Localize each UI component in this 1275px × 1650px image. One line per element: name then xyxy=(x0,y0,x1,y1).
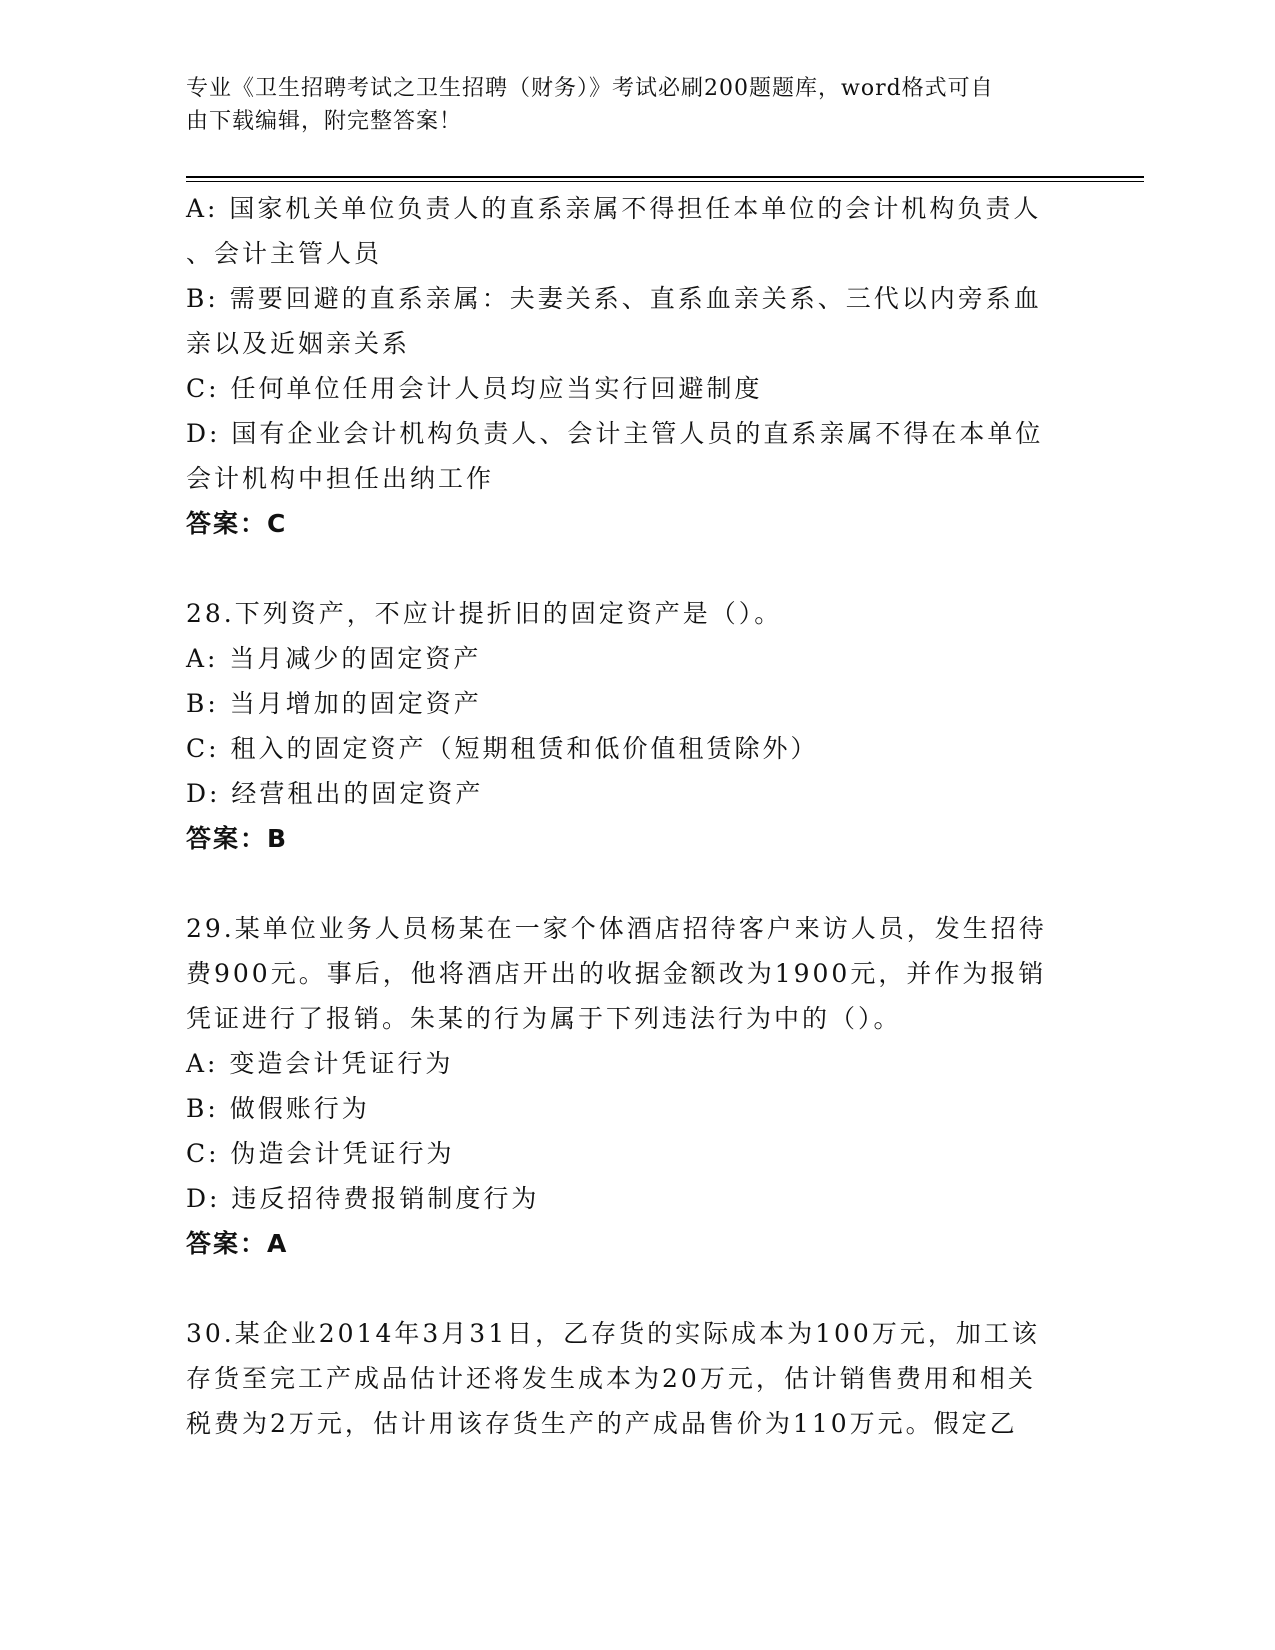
question-stem-line-1: 29.某单位业务人员杨某在一家个体酒店招待客户来访人员，发生招待 xyxy=(186,914,1047,943)
answer: 答案：A xyxy=(186,1229,289,1258)
option-a-line-1: A: 国家机关单位负责人的直系亲属不得担任本单位的会计机构负责人 xyxy=(186,194,1042,223)
question-stem: 28.下列资产，不应计提折旧的固定资产是（）。 xyxy=(186,599,783,628)
question-stem-line-3: 税费为2万元，估计用该存货生产的产成品售价为110万元。假定乙 xyxy=(186,1409,1018,1438)
option-b-line-1: B: 需要回避的直系亲属：夫妻关系、直系血亲关系、三代以内旁系血 xyxy=(186,284,1042,313)
option-c: C: 伪造会计凭证行为 xyxy=(186,1139,455,1168)
option-b: B: 做假账行为 xyxy=(186,1094,370,1123)
option-c: C: 任何单位任用会计人员均应当实行回避制度 xyxy=(186,374,763,403)
header-rule-thin xyxy=(186,181,1144,182)
document-body xyxy=(186,186,1066,1446)
question-30 xyxy=(186,1311,1066,1446)
option-c: C: 租入的固定资产（短期租赁和低价值租赁除外） xyxy=(186,734,819,763)
question-29 xyxy=(186,906,1066,1266)
question-stem-line-2: 存货至完工产成品估计还将发生成本为20万元，估计销售费用和相关 xyxy=(186,1364,1036,1393)
header-rule-thick xyxy=(186,176,1144,178)
option-a-line-2: 、会计主管人员 xyxy=(186,239,383,268)
option-d: D: 违反招待费报销制度行为 xyxy=(186,1184,540,1213)
option-b: B: 当月增加的固定资产 xyxy=(186,689,482,718)
question-28 xyxy=(186,591,1066,861)
option-a: A: 当月减少的固定资产 xyxy=(186,644,482,673)
document-header xyxy=(186,72,1066,138)
option-b-line-2: 亲以及近姻亲关系 xyxy=(186,329,411,358)
option-a: A: 变造会计凭证行为 xyxy=(186,1049,454,1078)
header-line-1: 专业《卫生招聘考试之卫生招聘（财务）》考试必刷200题题库，word格式可自 xyxy=(186,76,994,101)
question-27-options xyxy=(186,186,1066,546)
question-stem-line-3: 凭证进行了报销。朱某的行为属于下列违法行为中的（）。 xyxy=(186,1004,902,1033)
option-d: D: 经营租出的固定资产 xyxy=(186,779,484,808)
answer: 答案：C xyxy=(186,509,288,538)
answer: 答案：B xyxy=(186,824,289,853)
question-stem-line-2: 费900元。事后，他将酒店开出的收据金额改为1900元，并作为报销 xyxy=(186,959,1047,988)
option-d-line-1: D: 国有企业会计机构负责人、会计主管人员的直系亲属不得在本单位 xyxy=(186,419,1044,448)
option-d-line-2: 会计机构中担任出纳工作 xyxy=(186,464,495,493)
header-line-2: 由下载编辑，附完整答案！ xyxy=(186,109,463,134)
question-stem-line-1: 30.某企业2014年3月31日，乙存货的实际成本为100万元，加工该 xyxy=(186,1319,1040,1348)
